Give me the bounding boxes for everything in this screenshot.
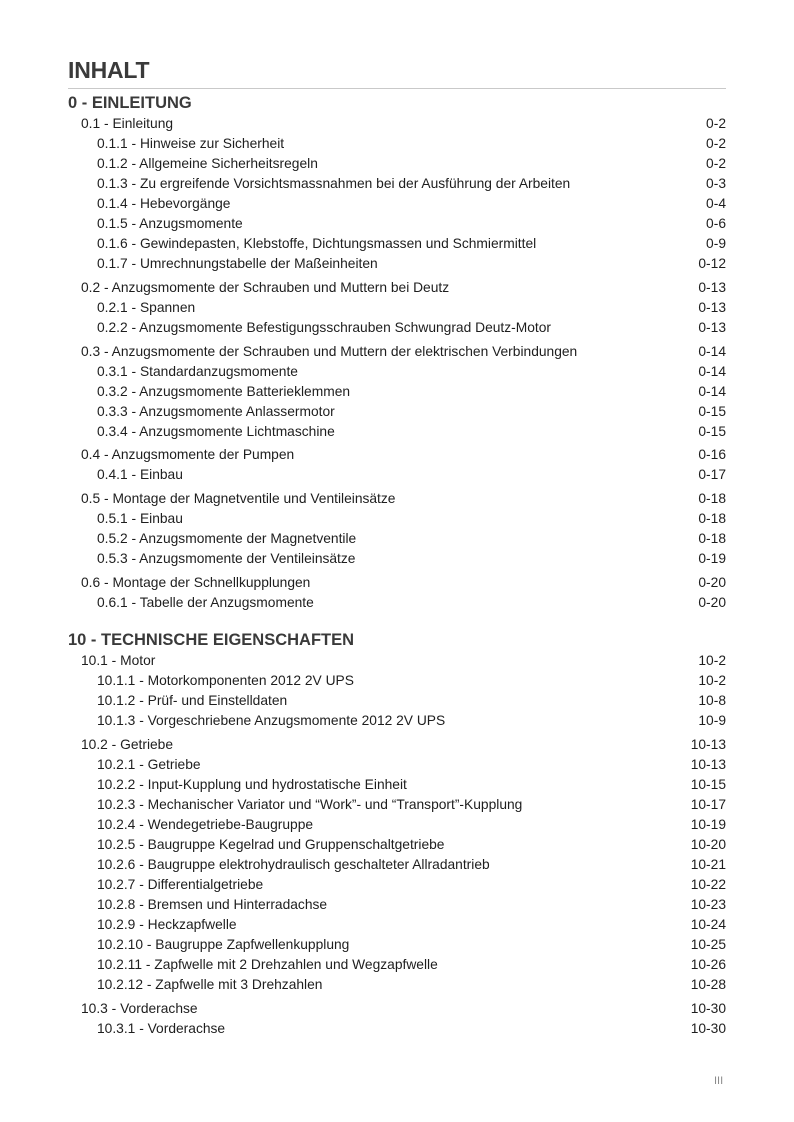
toc-section-entry[interactable] [81,445,726,465]
toc-entry-page: 0-9 [706,236,726,252]
toc-entry-page: 0-20 [698,574,726,590]
toc-entry-page: 0-20 [698,594,726,610]
toc-entry-page: 10-20 [690,836,726,852]
toc-entry-page: 0-18 [698,490,726,506]
toc-entry-page: 0-3 [706,176,726,192]
toc-subsection-entry[interactable] [97,402,726,422]
toc-entry-page: 10-2 [698,653,726,668]
toc-entry-title: 0.1.2 - Allgemeine Sicherheitsregeln [97,156,318,172]
toc-entry-page: 0-14 [698,383,726,399]
toc-entry-title: 10.2.11 - Zapfwelle mit 2 Drehzahlen und Wegzapfwelle [97,957,438,973]
toc-entry-title: 10.1 - Motor [81,653,156,668]
toc-subsection-entry[interactable] [97,549,726,569]
toc-entry-page: 0-2 [706,136,726,152]
toc-entry-page: 0-13 [698,320,726,335]
toc-entry-title: 10.2.1 - Getriebe [97,756,201,772]
toc-subsection-entry[interactable] [97,318,726,338]
toc-entry-title: 10.2.10 - Baugruppe Zapfwellenkupplung [97,937,350,953]
toc-entry-title: 0.6 - Montage der Schnellkupplungen [81,574,311,590]
toc-section-entry[interactable] [81,114,726,134]
toc-entry-title: 10.2.12 - Zapfwelle mit 3 Drehzahlen [97,977,323,993]
toc-subsection-entry[interactable] [97,691,726,711]
toc-entry-title: 10.1.3 - Vorgeschriebene Anzugsmomente 2012 2V UPS [97,713,446,729]
toc-subsection-entry[interactable] [97,711,726,731]
toc-entry-title: 10.2.4 - Wendegetriebe-Baugruppe [97,816,314,832]
toc-subsection-entry[interactable] [97,422,726,442]
toc-entry-page: 0-14 [698,343,726,359]
toc-entry-title: 0.2 - Anzugsmomente der Schrauben und Muttern bei Deutz [81,279,450,295]
toc-entry-page: 10-26 [690,957,726,973]
toc-section-entry[interactable] [81,573,726,593]
toc-entry-page: 0-17 [698,467,726,483]
toc-entry-page: 0-15 [698,423,726,439]
toc-entry-page: 0-18 [698,531,726,546]
toc-entry-page: 0-16 [698,447,726,463]
toc-entry-page: 0-18 [698,510,726,526]
chapter-heading: 0 - EINLEITUNG [68,94,192,112]
toc-entry-page: 0-19 [698,551,726,567]
toc-entry-title: 0.2.1 - Spannen [97,299,196,315]
toc-entry-title: 0.1.5 - Anzugsmomente [97,216,243,232]
toc-entry-page: 10-13 [690,756,726,772]
toc-entry-title: 10.1.1 - Motorkomponenten 2012 2V UPS [97,673,354,689]
toc-subsection-entry[interactable] [97,529,726,549]
toc-entry-page: 10-15 [690,776,726,792]
toc-subsection-entry[interactable] [97,795,726,815]
toc-subsection-entry[interactable] [97,134,726,154]
toc-entry-title: 10.2.6 - Baugruppe elektrohydraulisch geschalteter Allradantrieb [97,857,490,872]
toc-entry-page: 10-8 [698,693,726,709]
toc-entry-title: 0.5.2 - Anzugsmomente der Magnetventile [97,531,357,546]
toc-entry-title: 0.5.1 - Einbau [97,510,183,526]
page-title: INHALT [68,57,150,83]
toc-subsection-entry[interactable] [97,755,726,775]
toc-entry-title: 0.1.1 - Hinweise zur Sicherheit [97,136,285,152]
toc-subsection-entry[interactable] [97,509,726,529]
toc-subsection-entry[interactable] [97,362,726,382]
toc-entry-page: 10-25 [690,937,726,953]
toc-subsection-entry[interactable] [97,593,726,613]
toc-entry-title: 0.1.3 - Zu ergreifende Vorsichtsmassnahmen bei der Ausführung der Arbeiten [97,176,571,192]
toc-subsection-entry[interactable] [97,382,726,402]
toc-entry-title: 0.1 - Einleitung [81,116,174,131]
toc-entry-title: 10.2.9 - Heckzapfwelle [97,917,237,933]
toc-subsection-entry[interactable] [97,465,726,485]
toc-section-entry[interactable] [81,278,726,298]
toc-entry-page: 10-30 [690,1020,726,1036]
toc-entry-page: 0-6 [706,216,726,232]
toc-subsection-entry[interactable] [97,955,726,975]
toc-subsection-entry[interactable] [97,875,726,895]
toc-entry-page: 0-2 [706,116,726,131]
toc-subsection-entry[interactable] [97,935,726,955]
toc-entry-title: 0.3.4 - Anzugsmomente Lichtmaschine [97,423,335,439]
toc-entry-title: 10.1.2 - Prüf- und Einstelldaten [97,693,288,709]
toc-section-entry[interactable] [81,342,726,362]
toc-section-entry[interactable] [81,999,726,1019]
toc-section-entry[interactable] [81,735,726,755]
toc-entry-page: 0-4 [706,196,726,212]
toc-entry-page: 10-13 [690,736,726,752]
toc-entry-page: 0-14 [698,363,726,379]
toc-entry-page: 10-21 [690,857,726,872]
toc-subsection-entry[interactable] [97,915,726,935]
toc-entry-page: 0-15 [698,403,726,419]
toc-subsection-entry[interactable] [97,234,726,254]
toc-entry-title: 0.2.2 - Anzugsmomente Befestigungsschrauben Schwungrad Deutz-Motor [97,320,552,335]
toc-entry-page: 0-13 [698,279,726,295]
toc-section-entry[interactable] [81,489,726,509]
toc-entry-title: 0.4 - Anzugsmomente der Pumpen [81,447,295,463]
toc-entry-title: 0.3 - Anzugsmomente der Schrauben und Muttern der elektrischen Verbindungen [81,343,578,359]
title-divider [68,88,726,89]
toc-entry-title: 10.2.2 - Input-Kupplung und hydrostatische Einheit [97,776,407,792]
toc-entry-title: 10.2.8 - Bremsen und Hinterradachse [97,897,328,913]
toc-subsection-entry[interactable] [97,815,726,835]
toc-subsection-entry[interactable] [97,154,726,174]
toc-entry-title: 0.6.1 - Tabelle der Anzugsmomente [97,594,314,610]
toc-subsection-entry[interactable] [97,835,726,855]
toc-entry-page: 10-19 [690,816,726,832]
toc-entry-page: 0-2 [706,156,726,172]
toc-subsection-entry[interactable] [97,671,726,691]
toc-entry-page: 10-28 [690,977,726,993]
toc-entry-title: 10.3 - Vorderachse [81,1000,198,1016]
chapter-heading: 10 - TECHNISCHE EIGENSCHAFTEN [68,631,355,649]
toc-entry-title: 10.2.5 - Baugruppe Kegelrad und Gruppenschaltgetriebe [97,836,445,852]
toc-section-entry[interactable] [81,651,726,671]
toc-subsection-entry[interactable] [97,1019,726,1039]
toc-entry-page: 10-24 [690,917,726,933]
toc-subsection-entry[interactable] [97,975,726,995]
toc-entry-page: 10-23 [690,897,726,913]
toc-subsection-entry[interactable] [97,194,726,214]
toc-subsection-entry[interactable] [97,775,726,795]
toc-entry-title: 0.4.1 - Einbau [97,467,183,483]
toc-entry-title: 0.1.7 - Umrechnungstabelle der Maßeinheiten [97,256,378,272]
toc-entry-page: 0-12 [698,256,726,272]
toc-entry-page: 10-30 [690,1000,726,1016]
toc-entry-title: 10.2.3 - Mechanischer Variator und “Work”- und “Transport”-Kupplung [97,796,523,812]
toc-entry-page: 10-17 [690,796,726,812]
toc-subsection-entry[interactable] [97,174,726,194]
toc-entry-title: 10.2.7 - Differentialgetriebe [97,877,264,893]
toc-entry-page: 10-9 [698,713,726,729]
toc-subsection-entry[interactable] [97,254,726,274]
toc-subsection-entry[interactable] [97,895,726,915]
toc-entry-page: 10-2 [698,673,726,689]
toc-entry-page: 0-13 [698,299,726,315]
page-number: III [714,1075,724,1087]
toc-entry-page: 10-22 [690,877,726,893]
toc-entry-title: 0.1.6 - Gewindepasten, Klebstoffe, Dichtungsmassen und Schmiermittel [97,236,537,252]
toc-entry-title: 0.3.3 - Anzugsmomente Anlassermotor [97,403,335,419]
toc-entry-title: 10.2 - Getriebe [81,736,174,752]
toc-subsection-entry[interactable] [97,855,726,875]
toc-entry-title: 10.3.1 - Vorderachse [97,1020,226,1036]
toc-entry-title: 0.5 - Montage der Magnetventile und Ventileinsätze [81,490,396,506]
toc-entry-title: 0.5.3 - Anzugsmomente der Ventileinsätze [97,551,356,567]
toc-entry-title: 0.1.4 - Hebevorgänge [97,196,231,212]
toc-entry-title: 0.3.2 - Anzugsmomente Batterieklemmen [97,383,351,399]
toc-subsection-entry[interactable] [97,298,726,318]
toc-entry-title: 0.3.1 - Standardanzugsmomente [97,363,298,379]
toc-subsection-entry[interactable] [97,214,726,234]
